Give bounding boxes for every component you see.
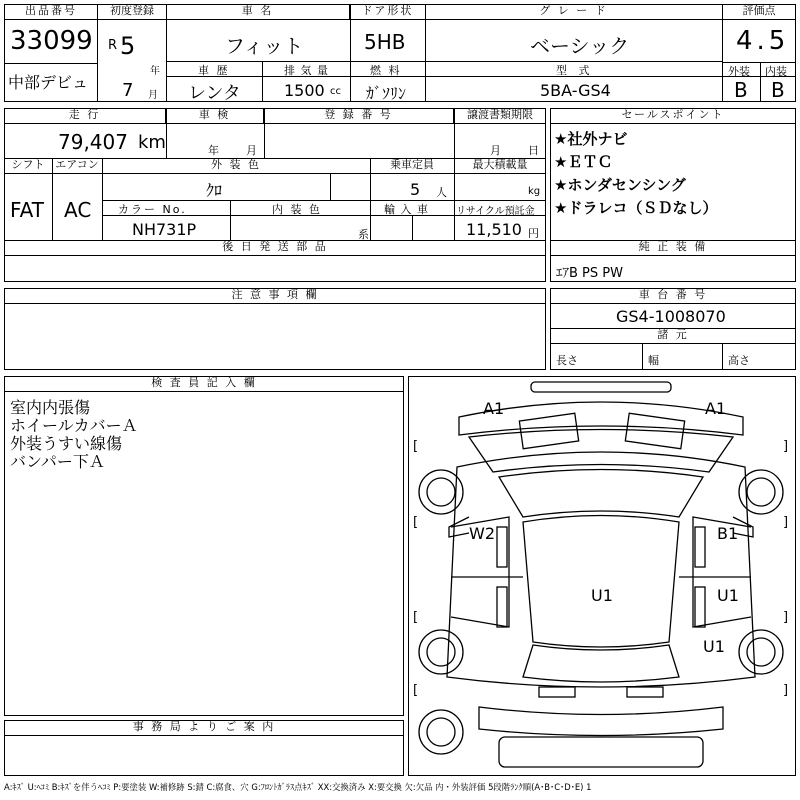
shift-label: シフト (4, 158, 52, 174)
mileage: 79,407 (58, 130, 128, 154)
inspect-label: 車 検 (166, 108, 264, 124)
history-label: 車 歴 (198, 64, 230, 77)
grade: ベーシック (530, 34, 630, 58)
bracket: ] (783, 683, 789, 698)
displacement: 1500 (284, 81, 325, 100)
legend: A:ｷｽﾞ U:ﾍｺﾐ B:ｷｽﾞを伴うﾍｺﾐ P:要塗装 W:補修跡 S:錆 C:腐食、穴 G:ﾌﾛﾝﾄｶﾞﾗｽ点ｷｽﾞ XX:交換済み X:要交換 欠:欠品 内・外装評価 5段階ﾗﾝｸ順(A･B･C･D･E) 1 (4, 782, 592, 792)
era: R (108, 38, 118, 53)
later-parts-label: 後 日 発 送 部 品 (4, 240, 546, 256)
lot-number: 33099 (10, 26, 93, 56)
disp-label: 排 気 量 (284, 64, 329, 77)
notes-label: 注 意 事 項 欄 (4, 288, 546, 304)
damage-mark: U1 (703, 637, 725, 656)
ext-label: 外装 (728, 65, 750, 78)
score-label: 評価点 (722, 4, 796, 20)
color-no: NH731P (132, 220, 197, 239)
damage-mark: U1 (717, 586, 739, 605)
equip-value: ｴｱB PS PW (556, 266, 623, 281)
dim-width: 幅 (648, 354, 659, 367)
intcolor-unit: 系 (358, 228, 369, 241)
transfer-month: 月 (490, 144, 501, 157)
inspector-line: バンパー下Ａ (10, 452, 105, 471)
dims-label: 諸 元 (550, 328, 796, 344)
mileage-label: 走 行 (4, 108, 166, 124)
damage-mark: A1 (483, 399, 505, 418)
chassis-number: GS4-1008070 (616, 307, 726, 326)
model-label: 型 式 (556, 64, 594, 77)
month-unit: 月 (148, 90, 158, 101)
recycle-unit: 円 (528, 227, 539, 240)
bracket: ] (783, 439, 789, 454)
mileage-unit: km (138, 132, 166, 153)
score: 4.5 (736, 26, 790, 56)
model: 5BA-GS4 (540, 81, 611, 100)
damage-mark: W2 (469, 524, 495, 543)
colorno-label: カラー No. (118, 203, 187, 216)
recycle-label: リサイクル預託金 (456, 206, 535, 217)
reg-month: 7 (122, 80, 134, 101)
inspect-month: 月 (246, 144, 257, 157)
year-unit: 年 (150, 66, 160, 77)
ac: AC (64, 198, 92, 222)
sales-item: ★社外ナビ (554, 130, 628, 148)
first-reg-label: 初度登録 (97, 4, 167, 20)
intcolor-label: 内 装 色 (272, 203, 322, 216)
reg-label: 登 録 番 号 (264, 108, 454, 124)
import-label: 輸 入 車 (384, 203, 429, 216)
load-label: 最大積載量 (454, 158, 546, 174)
fuel-label: 燃 料 (370, 64, 402, 77)
disp-unit: cc (330, 86, 341, 97)
seats: 5 (410, 180, 421, 199)
int-label: 内装 (765, 65, 787, 78)
bracket: [ (413, 683, 419, 698)
inspector-line: 室内内張傷 (10, 398, 91, 417)
recycle: 11,510 (466, 220, 522, 239)
bracket: [ (413, 515, 419, 530)
int-grade: B (771, 78, 785, 102)
transfer-day: 日 (528, 144, 539, 157)
door-type: 5HB (364, 30, 406, 54)
color: ｸﾛ (206, 181, 223, 200)
bracket: ] (783, 515, 789, 530)
inspector-line: 外装うすい線傷 (10, 434, 123, 453)
sales-item: ★ホンダセンシング (554, 176, 686, 194)
seats-unit: 人 (436, 186, 447, 199)
car-name: フィット (225, 34, 304, 58)
inspect-year: 年 (208, 144, 219, 157)
inspector-label: 検 査 員 記 入 欄 (4, 376, 404, 392)
lot-label: 出品番号 (4, 4, 98, 20)
car-diagram-drawing (409, 377, 795, 775)
bracket: ] (783, 610, 789, 625)
damage-mark: A1 (705, 399, 727, 418)
car-diagram (408, 376, 796, 776)
color-label: 外 装 色 (102, 158, 370, 174)
fuel: ｶﾞｿﾘﾝ (366, 84, 407, 103)
ext-grade: B (734, 78, 748, 102)
bracket: [ (413, 610, 419, 625)
debut-text: 中部デビュ (8, 73, 89, 92)
history: レンタ (188, 83, 241, 104)
dim-height: 高さ (728, 354, 750, 367)
load-unit: kg (528, 186, 541, 197)
dim-length: 長さ (556, 354, 578, 367)
damage-mark: U1 (591, 586, 613, 605)
inspector-line: ホイールカバーＡ (10, 416, 138, 435)
sales-label: セールスポイント (550, 108, 796, 124)
sales-item: ★ドラレコ（ＳＤなし） (554, 199, 718, 217)
shift: FAT (10, 198, 45, 222)
reg-year: 5 (120, 32, 136, 60)
grade-label: グ レ ー ド (425, 4, 722, 20)
door-label: ドア形状 (350, 4, 425, 20)
chassis-label: 車 台 番 号 (550, 288, 796, 304)
office-label: 事 務 局 よ り ご 案 内 (4, 720, 404, 736)
ac-label: エアコン (52, 158, 102, 174)
transfer-label: 譲渡書類期限 (454, 108, 546, 124)
damage-mark: B1 (717, 524, 739, 543)
name-label: 車 名 (166, 4, 350, 20)
bracket: [ (413, 439, 419, 454)
equip-label: 純 正 装 備 (550, 240, 796, 256)
seats-label: 乗車定員 (370, 158, 454, 174)
sales-item: ★ＥＴＣ (554, 153, 613, 171)
